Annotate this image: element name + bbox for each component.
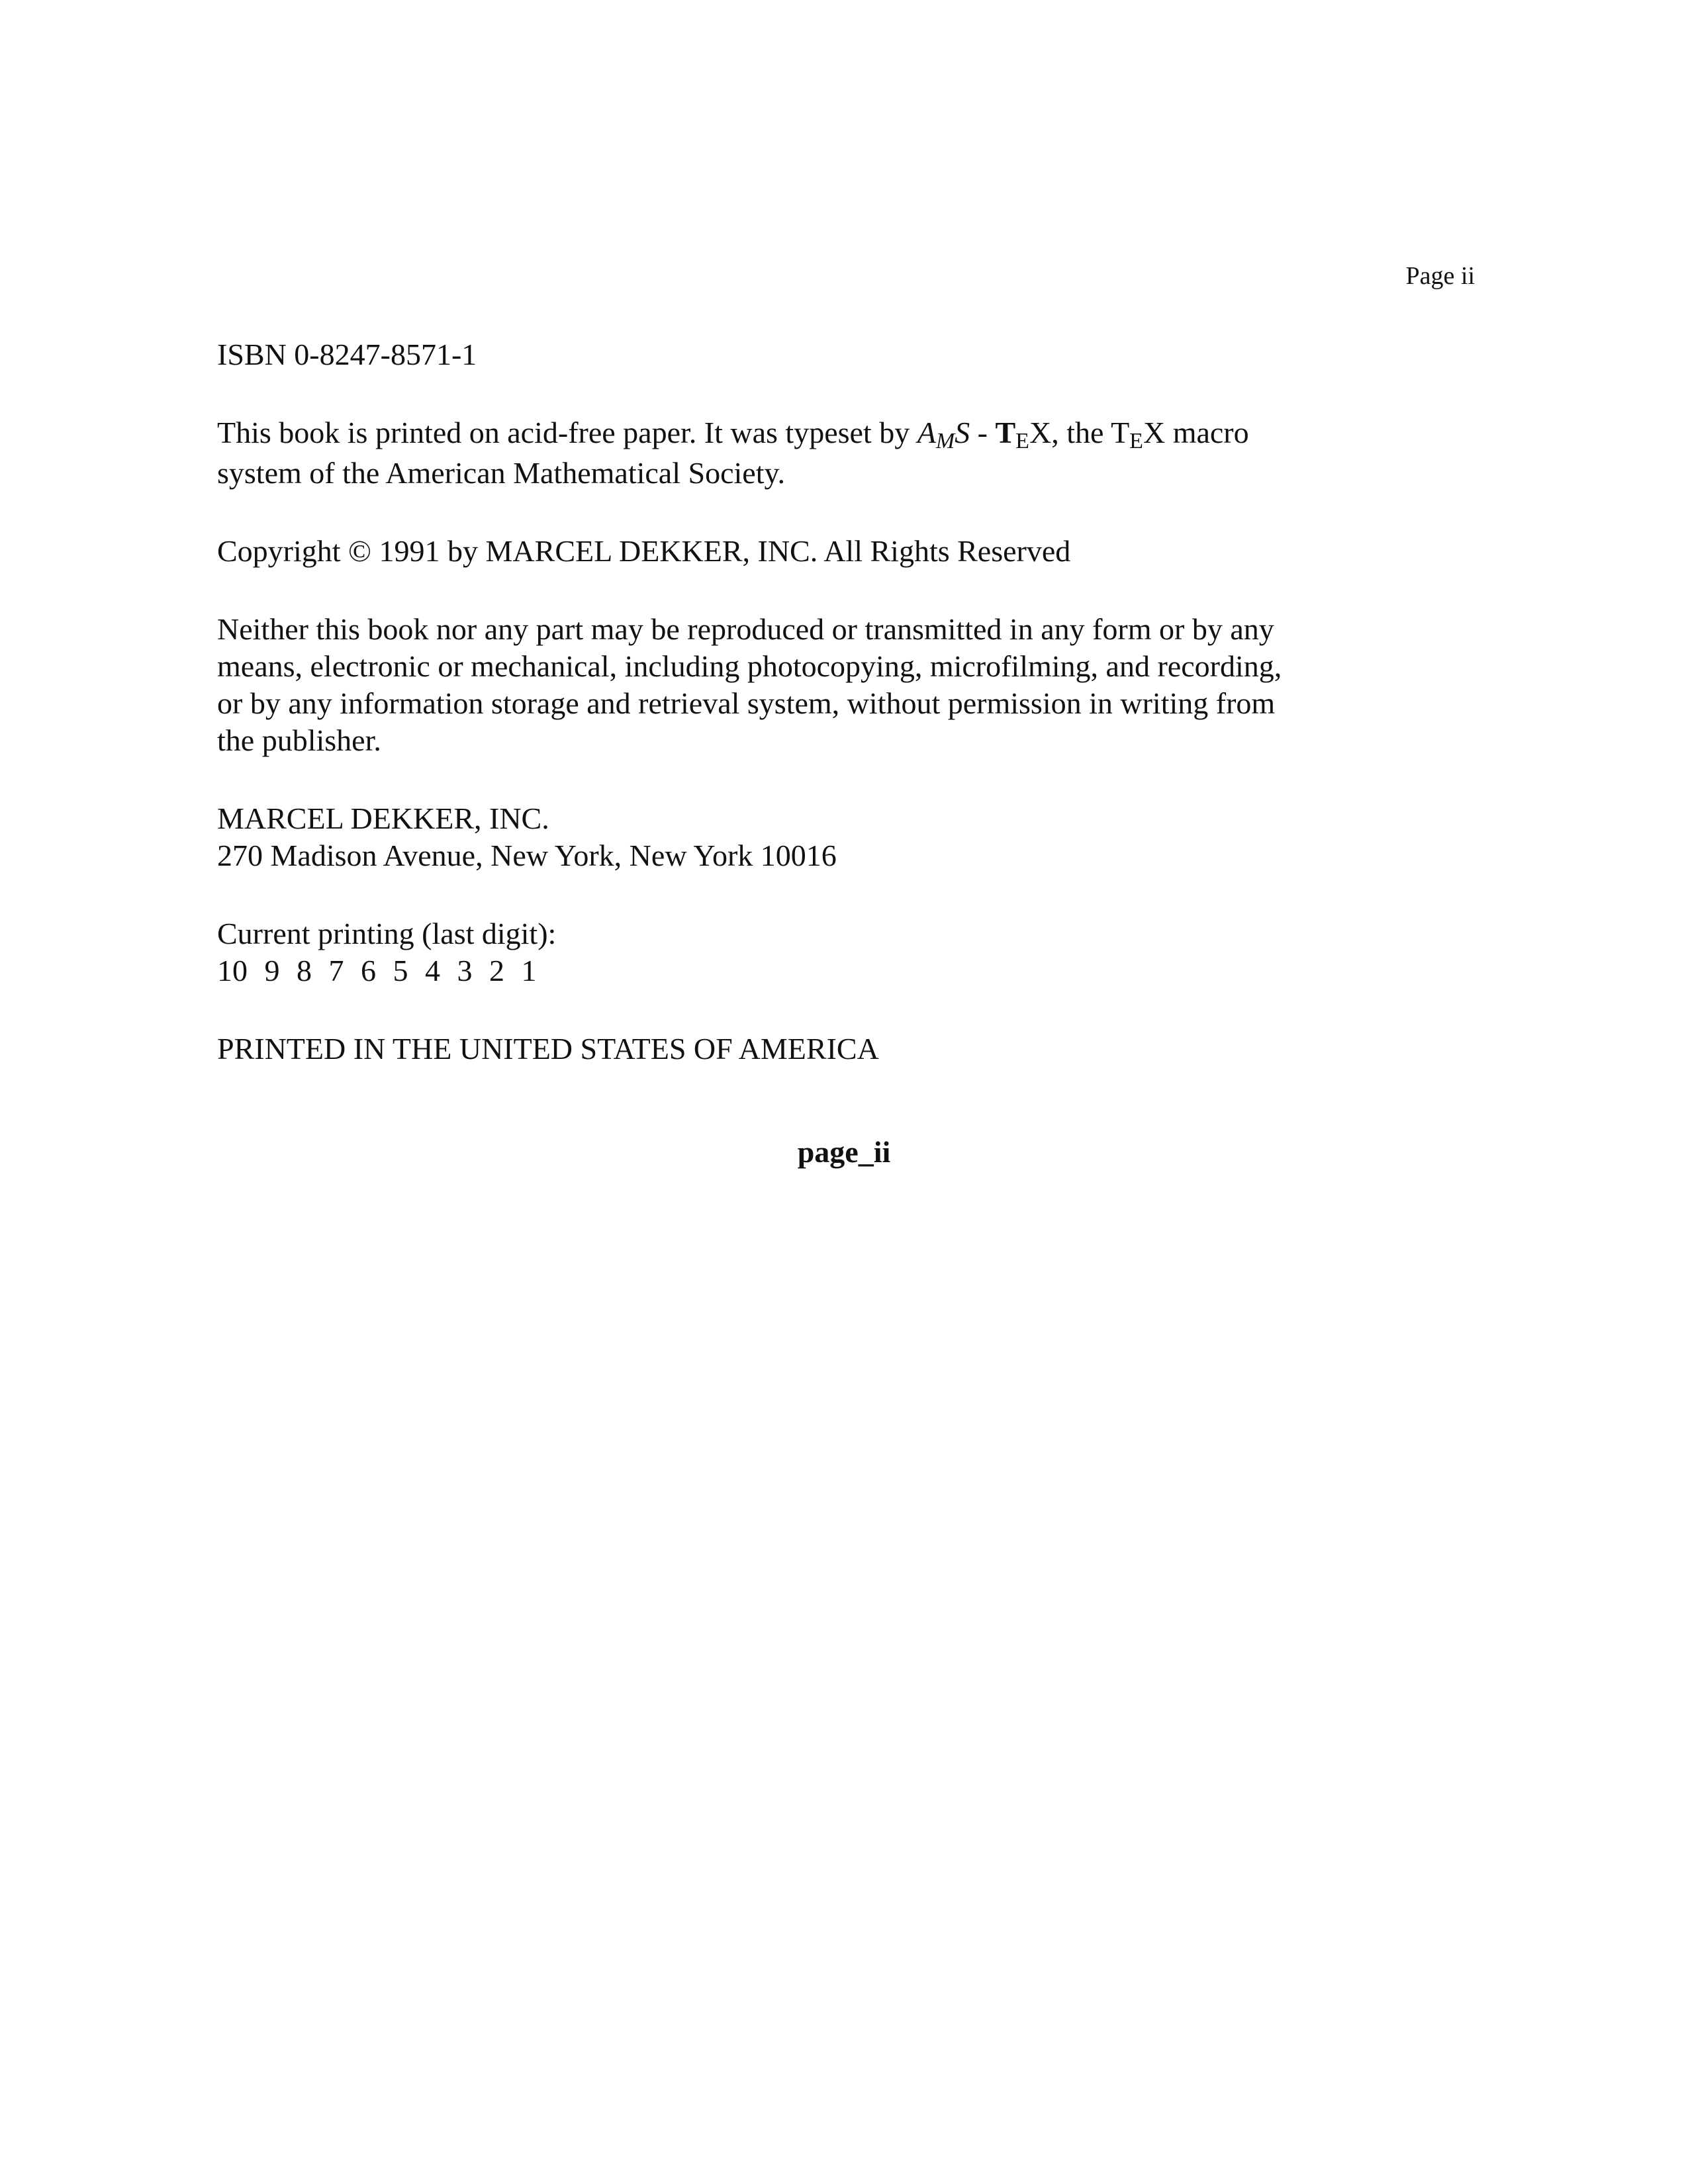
publisher-address: 270 Madison Avenue, New York, New York 10016: [217, 839, 837, 872]
printing-label: Current printing (last digit):: [217, 917, 557, 950]
typesetting-line-1: [217, 414, 1309, 455]
rights-line-4: the publisher.: [217, 723, 381, 757]
tex-logo-2-t: T: [1111, 416, 1130, 449]
printed-in: PRINTED IN THE UNITED STATES OF AMERICA: [217, 1032, 879, 1066]
tex-logo-2-x: X: [1143, 416, 1166, 449]
typesetting-prefix: This book is printed on acid-free paper. It was typeset by: [217, 416, 917, 449]
printed-in-paragraph: [217, 1030, 1309, 1068]
copyright-notice: Copyright © 1991 by MARCEL DEKKER, INC. All Rights Reserved: [217, 534, 1071, 568]
typesetting-paragraph: [217, 414, 1309, 492]
tex-logo-1-x: X: [1029, 416, 1052, 449]
rights-line-2: means, electronic or mechanical, including photocopying, microfilming, and recording,: [217, 649, 1282, 683]
tex-logo-1-t: T: [995, 416, 1016, 449]
copyright-paragraph: [217, 533, 1309, 570]
ams-letter-s: S: [955, 416, 970, 449]
typesetting-middle: , the: [1051, 416, 1111, 449]
isbn: ISBN 0-8247-8571-1: [217, 338, 477, 371]
rights-line-1: Neither this book nor any part may be reproduced or transmitted in any form or by any: [217, 612, 1274, 646]
page-number: Page ii: [1405, 262, 1475, 290]
ams-dash: -: [970, 416, 996, 449]
publisher-paragraph: [217, 800, 1309, 874]
publisher-name: MARCEL DEKKER, INC.: [217, 801, 549, 835]
tex-logo-1-e: E: [1015, 429, 1029, 453]
printing-paragraph: [217, 915, 1309, 989]
printing-digits: 10 9 8 7 6 5 4 3 2 1: [217, 954, 537, 987]
rights-line-3: or by any information storage and retrieval system, without permission in writing from: [217, 686, 1276, 720]
typesetting-suffix: macro: [1165, 416, 1249, 449]
copyright-page-content: [217, 336, 1309, 1109]
tex-logo-2-e: E: [1129, 429, 1143, 453]
page-marker: page_ii: [797, 1135, 891, 1169]
ams-letter-m: M: [935, 429, 955, 453]
ams-letter-a: A: [917, 416, 936, 449]
ams-logo: [917, 416, 970, 453]
typesetting-line-2: system of the American Mathematical Society.: [217, 456, 785, 490]
rights-paragraph: [217, 611, 1309, 759]
isbn-paragraph: [217, 336, 1309, 373]
